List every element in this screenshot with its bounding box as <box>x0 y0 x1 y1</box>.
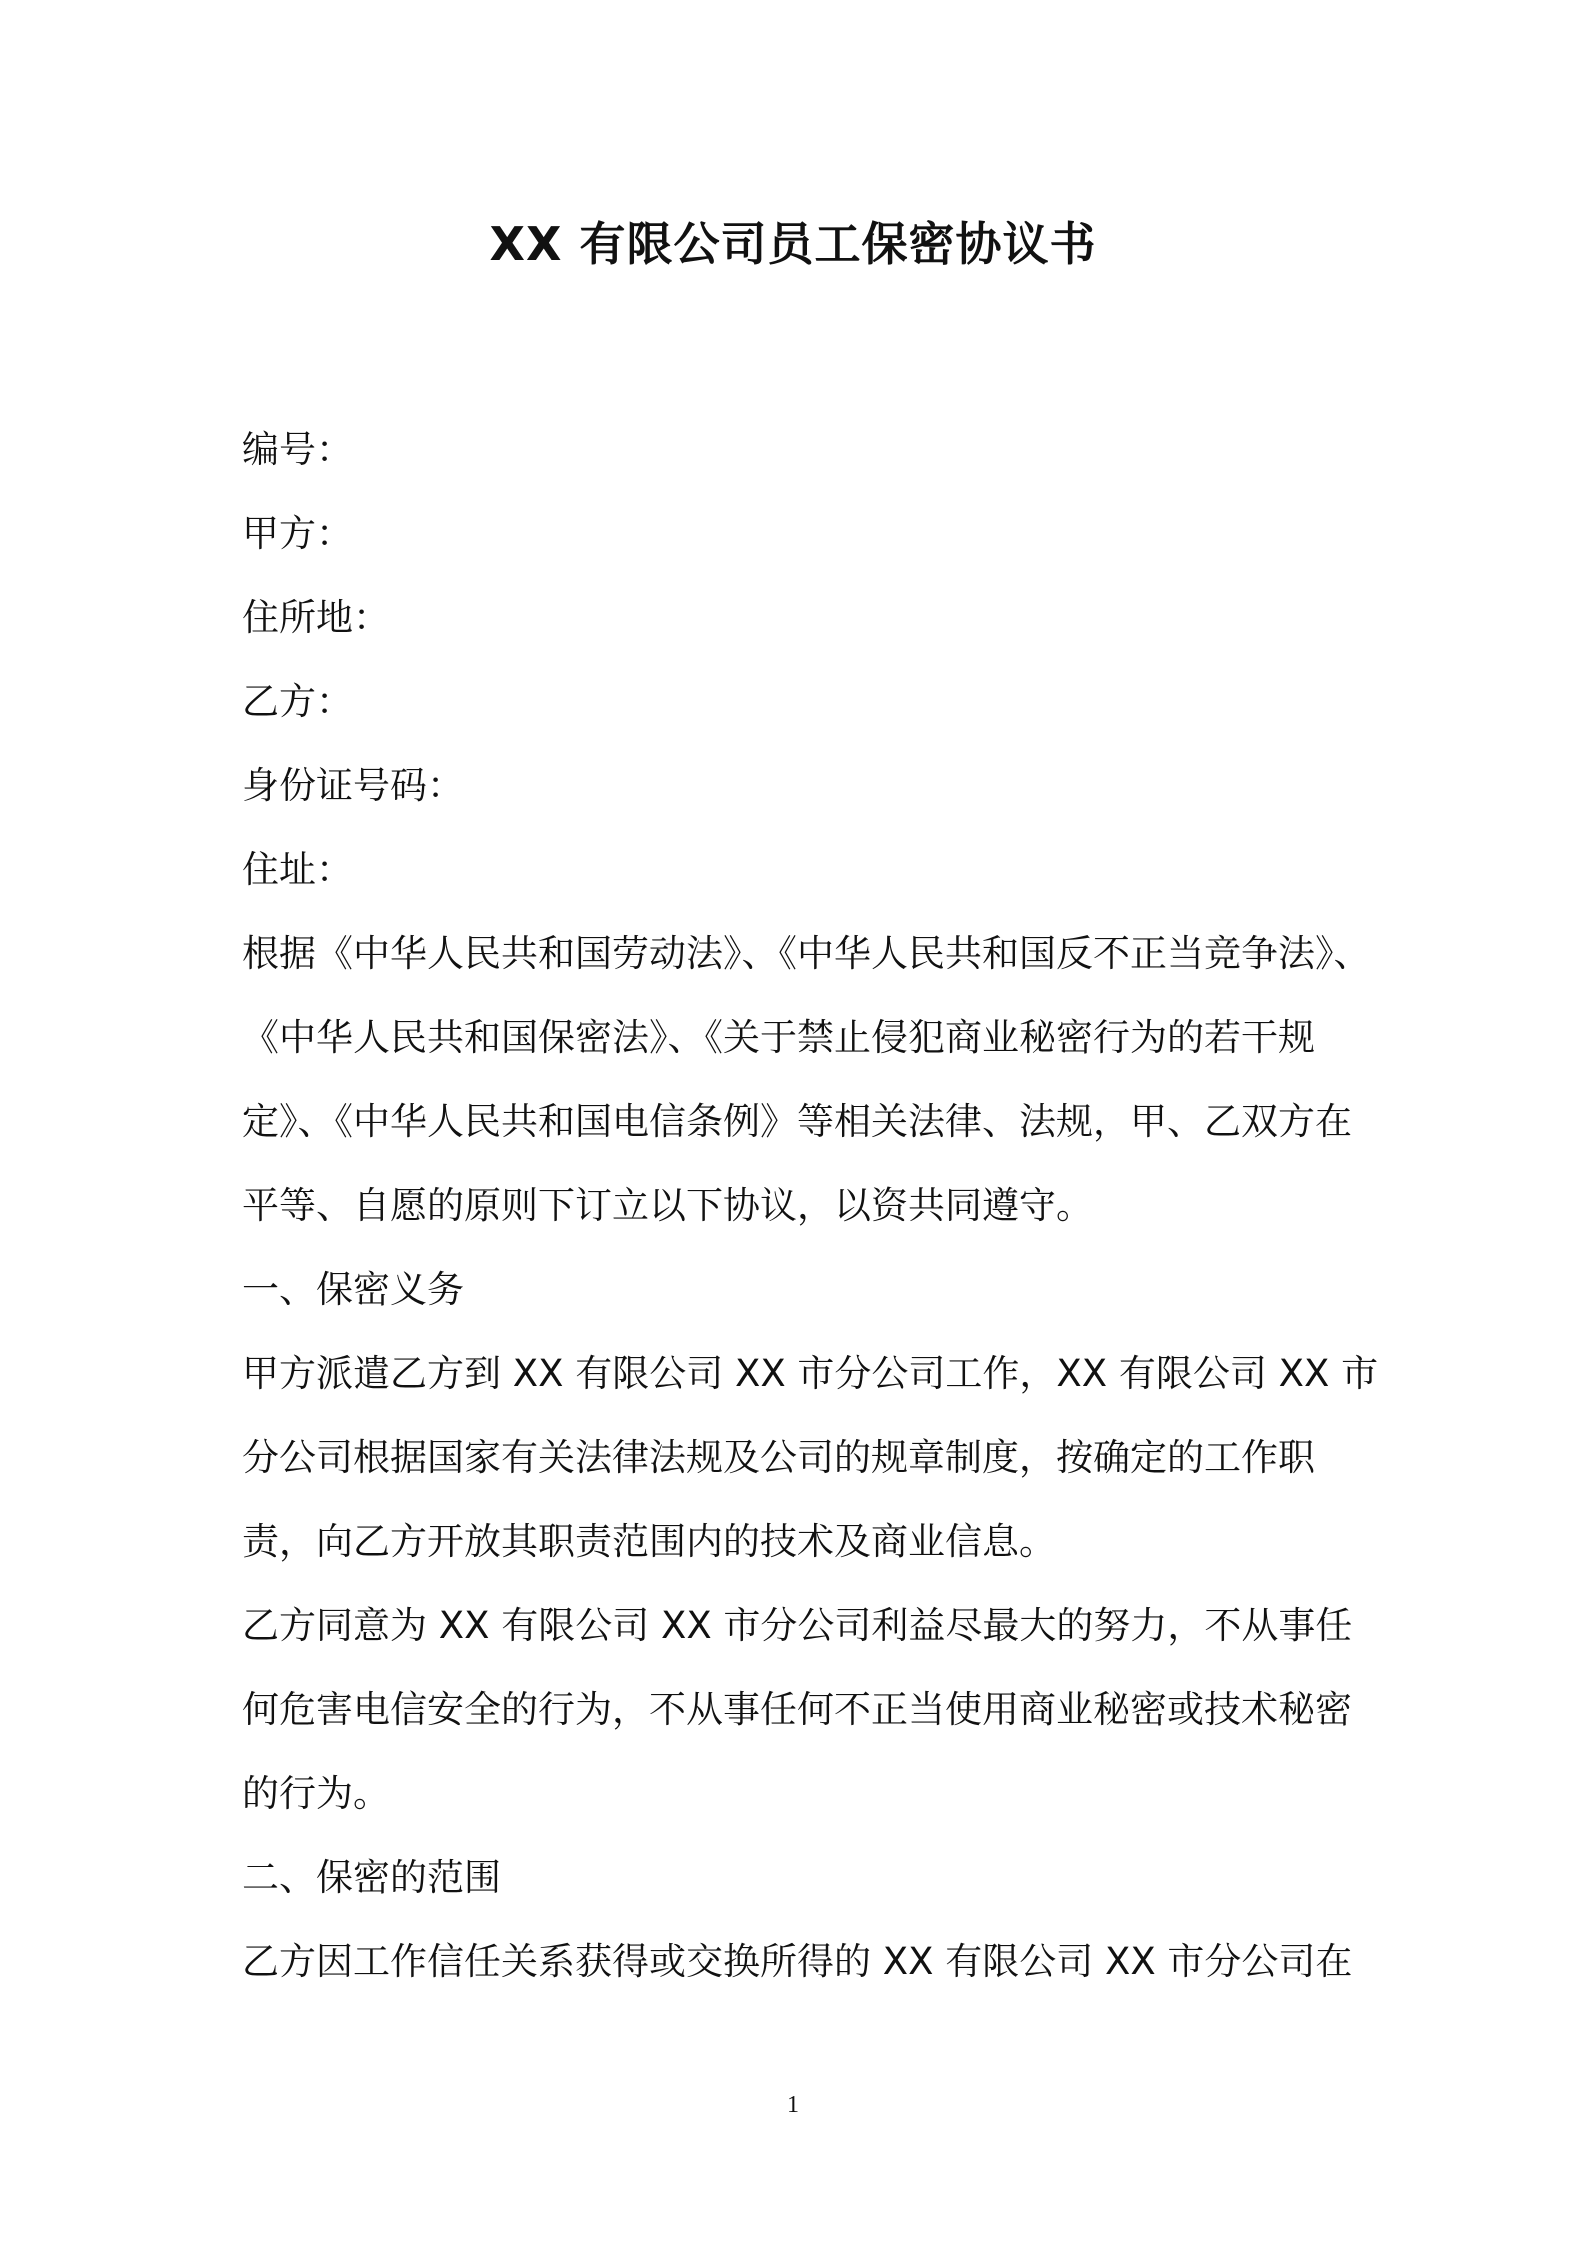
preamble-line: 《中华人民共和国保密法》、《关于禁止侵犯商业秘密行为的若干规 <box>242 1016 1315 1059</box>
field-serial-number: 编号： <box>242 428 353 471</box>
section-heading-confidentiality-scope: 二、保密的范围 <box>242 1856 501 1899</box>
field-party-b-address: 住址： <box>242 848 353 891</box>
paragraph-line: 乙方同意为 XX 有限公司 XX 市分公司利益尽最大的努力，不从事任 <box>242 1604 1353 1647</box>
document-body <box>242 408 1379 2004</box>
paragraph-line: 责，向乙方开放其职责范围内的技术及商业信息。 <box>242 1520 1056 1563</box>
field-party-b: 乙方： <box>242 680 353 723</box>
paragraph-line: 分公司根据国家有关法律法规及公司的规章制度，按确定的工作职 <box>242 1436 1315 1479</box>
preamble-line: 平等、自愿的原则下订立以下协议，以资共同遵守。 <box>242 1184 1093 1227</box>
document-title: XX 有限公司员工保密协议书 <box>489 217 1097 271</box>
paragraph-line: 甲方派遣乙方到 XX 有限公司 XX 市分公司工作，XX 有限公司 XX 市 <box>242 1352 1379 1395</box>
paragraph-line: 何危害电信安全的行为，不从事任何不正当使用商业秘密或技术秘密 <box>242 1688 1352 1731</box>
preamble-line: 定》、《中华人民共和国电信条例》等相关法律、法规，甲、乙双方在 <box>242 1100 1352 1143</box>
field-party-a: 甲方： <box>242 512 353 555</box>
section-heading-confidentiality-obligation: 一、保密义务 <box>242 1268 464 1311</box>
preamble-line: 根据《中华人民共和国劳动法》、《中华人民共和国反不正当竞争法》、 <box>242 932 1371 975</box>
page-number: 1 <box>787 2092 799 2118</box>
paragraph-line: 的行为。 <box>242 1772 390 1815</box>
paragraph-line: 乙方因工作信任关系获得或交换所得的 XX 有限公司 XX 市分公司在 <box>242 1940 1353 1983</box>
field-id-number: 身份证号码： <box>242 764 464 807</box>
field-party-a-address: 住所地： <box>242 596 390 639</box>
